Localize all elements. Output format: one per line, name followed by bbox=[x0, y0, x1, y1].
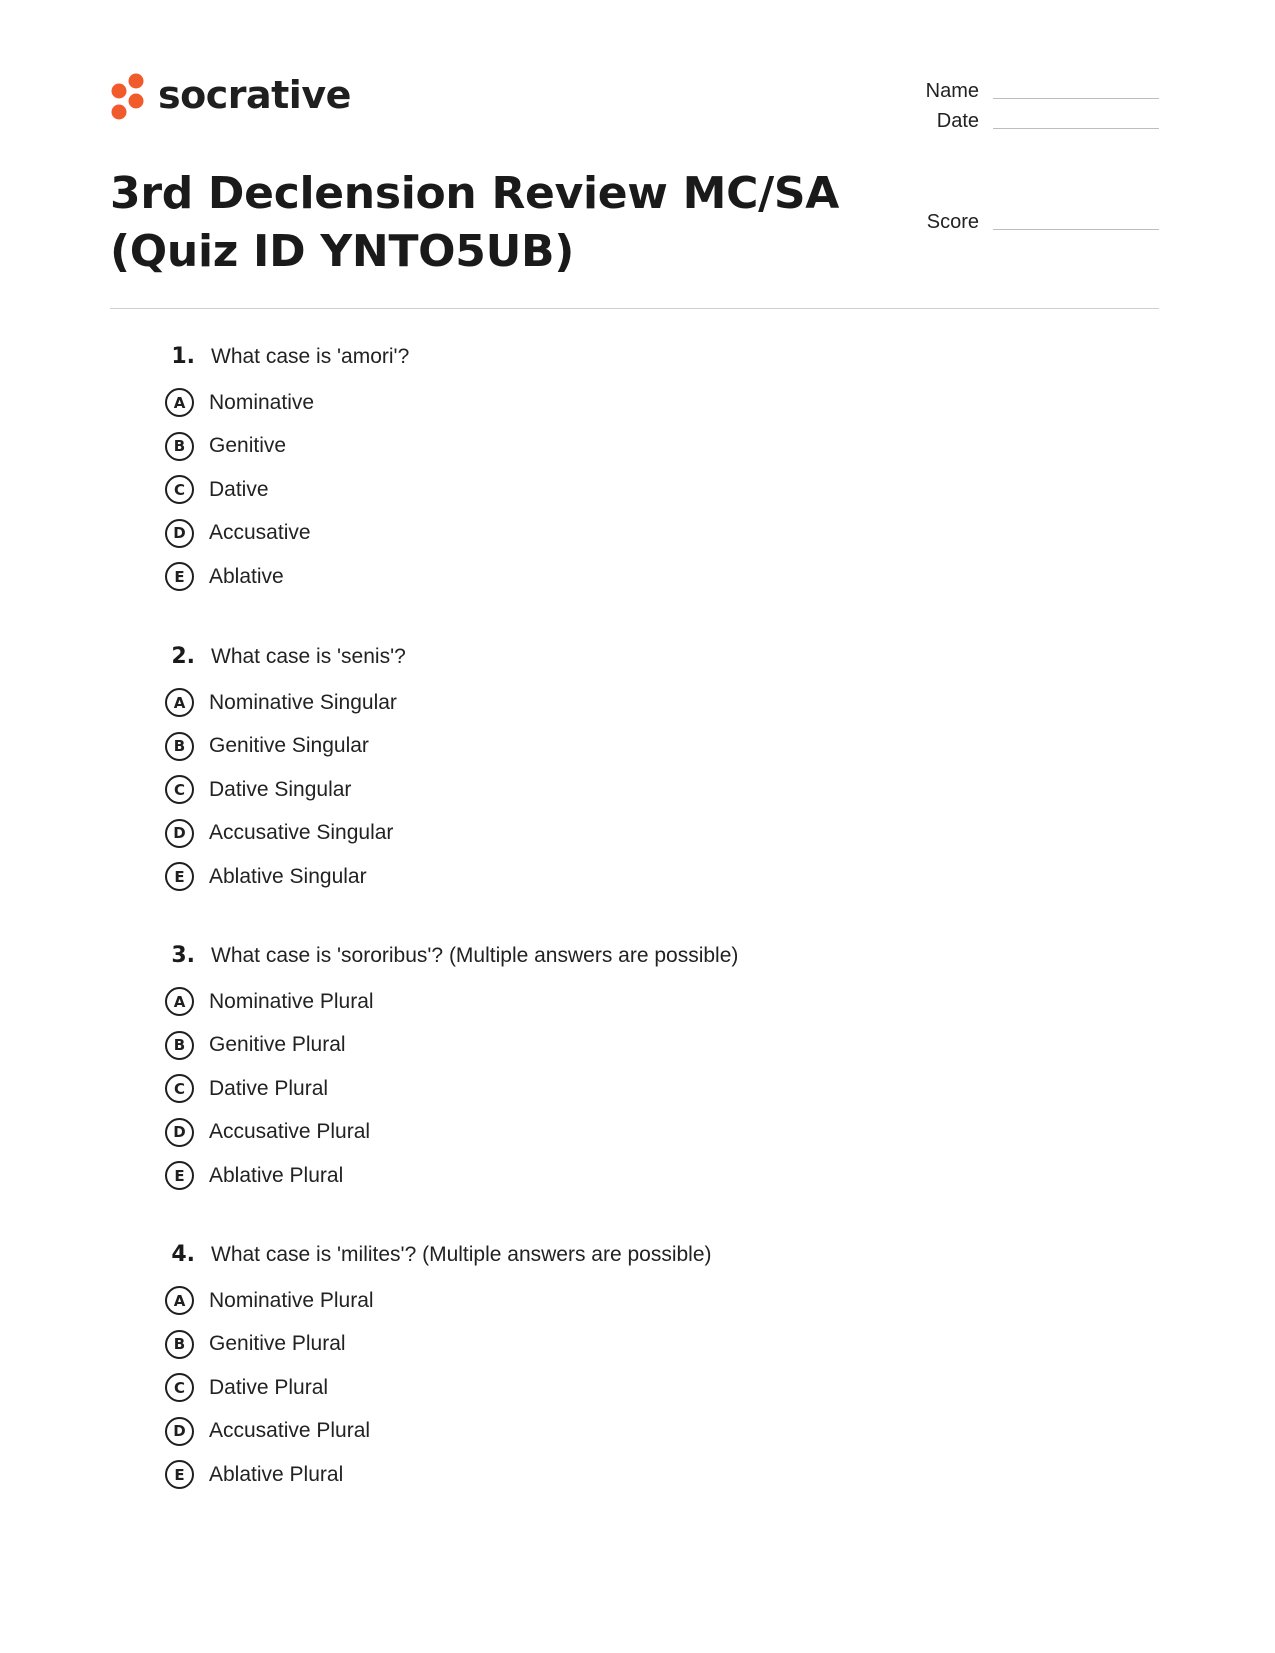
answer-text: Nominative Plural bbox=[209, 989, 374, 1013]
answer-text: Nominative bbox=[209, 390, 315, 414]
answer-bubble[interactable]: D bbox=[165, 1417, 194, 1446]
answer-options bbox=[165, 381, 1065, 599]
brand-name: socrative bbox=[158, 73, 351, 117]
answer-option[interactable] bbox=[165, 1279, 1065, 1323]
answer-text: Genitive bbox=[209, 434, 287, 458]
question-2 bbox=[165, 644, 1065, 899]
answer-option[interactable] bbox=[165, 812, 1065, 856]
answer-option[interactable] bbox=[165, 512, 1065, 556]
answer-options bbox=[165, 1279, 1065, 1497]
answer-text: Ablative Plural bbox=[209, 1462, 344, 1486]
answer-option[interactable] bbox=[165, 1366, 1065, 1410]
header-divider bbox=[110, 308, 1159, 309]
answer-option[interactable] bbox=[165, 1323, 1065, 1367]
question-text: What case is 'sororibus'? (Multiple answers are possible) bbox=[211, 944, 739, 967]
question-number: 4. bbox=[171, 1242, 195, 1267]
question-text: What case is 'amori'? bbox=[211, 345, 410, 368]
question-3 bbox=[165, 943, 1065, 1198]
answer-text: Accusative Plural bbox=[209, 1419, 371, 1443]
score-label: Score bbox=[926, 211, 979, 233]
answer-option[interactable] bbox=[165, 1154, 1065, 1198]
answer-bubble[interactable]: E bbox=[165, 862, 194, 891]
answer-option[interactable] bbox=[165, 1024, 1065, 1068]
answer-bubble[interactable]: C bbox=[165, 1074, 194, 1103]
answer-option[interactable] bbox=[165, 855, 1065, 899]
answer-option[interactable] bbox=[165, 681, 1065, 725]
answer-bubble[interactable]: A bbox=[165, 688, 194, 717]
answer-option[interactable] bbox=[165, 1453, 1065, 1497]
answer-text: Accusative bbox=[209, 521, 311, 545]
answer-text: Nominative Singular bbox=[209, 690, 397, 714]
answer-bubble[interactable]: D bbox=[165, 1118, 194, 1147]
answer-bubble[interactable]: D bbox=[165, 519, 194, 548]
question-number: 1. bbox=[171, 344, 195, 369]
answer-bubble[interactable]: D bbox=[165, 819, 194, 848]
answer-text: Accusative Singular bbox=[209, 821, 394, 845]
answer-bubble[interactable]: C bbox=[165, 1373, 194, 1402]
answer-option[interactable] bbox=[165, 725, 1065, 769]
question-number: 3. bbox=[171, 943, 195, 968]
date-label: Date bbox=[936, 110, 979, 132]
date-line[interactable] bbox=[993, 128, 1159, 129]
name-line[interactable] bbox=[993, 98, 1159, 99]
answer-text: Dative Singular bbox=[209, 777, 352, 801]
answer-bubble[interactable]: B bbox=[165, 1330, 194, 1359]
answer-option[interactable] bbox=[165, 468, 1065, 512]
hexagon-cluster-icon bbox=[110, 73, 146, 121]
answer-bubble[interactable]: C bbox=[165, 475, 194, 504]
answer-bubble[interactable]: E bbox=[165, 562, 194, 591]
answer-option[interactable] bbox=[165, 555, 1065, 599]
socrative-logo bbox=[110, 72, 351, 122]
answer-text: Ablative Singular bbox=[209, 864, 367, 888]
answer-text: Nominative Plural bbox=[209, 1288, 374, 1312]
answer-option[interactable] bbox=[165, 1410, 1065, 1454]
answer-option[interactable] bbox=[165, 1111, 1065, 1155]
answer-bubble[interactable]: A bbox=[165, 987, 194, 1016]
answer-text: Dative Plural bbox=[209, 1375, 329, 1399]
answer-bubble[interactable]: E bbox=[165, 1161, 194, 1190]
date-field[interactable] bbox=[905, 109, 1159, 133]
answer-options bbox=[165, 980, 1065, 1198]
score-line[interactable] bbox=[993, 229, 1159, 230]
quiz-title: 3rd Declension Review MC/SA (Quiz ID YNTO5UB) bbox=[110, 168, 840, 277]
answer-bubble[interactable]: B bbox=[165, 732, 194, 761]
answer-bubble[interactable]: B bbox=[165, 1031, 194, 1060]
answer-text: Genitive Singular bbox=[209, 734, 369, 758]
question-4 bbox=[165, 1242, 1065, 1497]
question-number: 2. bbox=[171, 644, 195, 669]
answer-text: Dative Plural bbox=[209, 1076, 329, 1100]
answer-option[interactable] bbox=[165, 425, 1065, 469]
name-field[interactable] bbox=[905, 79, 1159, 103]
answer-bubble[interactable]: A bbox=[165, 388, 194, 417]
answer-option[interactable] bbox=[165, 381, 1065, 425]
answer-option[interactable] bbox=[165, 1067, 1065, 1111]
question-text: What case is 'milites'? (Multiple answers are possible) bbox=[211, 1243, 712, 1266]
answer-bubble[interactable]: C bbox=[165, 775, 194, 804]
answer-option[interactable] bbox=[165, 980, 1065, 1024]
answer-text: Dative bbox=[209, 477, 269, 501]
name-label: Name bbox=[925, 80, 979, 102]
answer-text: Genitive Plural bbox=[209, 1033, 346, 1057]
answer-text: Genitive Plural bbox=[209, 1332, 346, 1356]
question-1 bbox=[165, 344, 1065, 599]
question-text: What case is 'senis'? bbox=[211, 645, 406, 668]
answer-text: Ablative Plural bbox=[209, 1163, 344, 1187]
answer-bubble[interactable]: B bbox=[165, 432, 194, 461]
answer-text: Ablative bbox=[209, 564, 284, 588]
answer-bubble[interactable]: A bbox=[165, 1286, 194, 1315]
answer-text: Accusative Plural bbox=[209, 1120, 371, 1144]
score-field[interactable] bbox=[905, 210, 1159, 234]
answer-option[interactable] bbox=[165, 768, 1065, 812]
answer-options bbox=[165, 681, 1065, 899]
answer-bubble[interactable]: E bbox=[165, 1460, 194, 1489]
